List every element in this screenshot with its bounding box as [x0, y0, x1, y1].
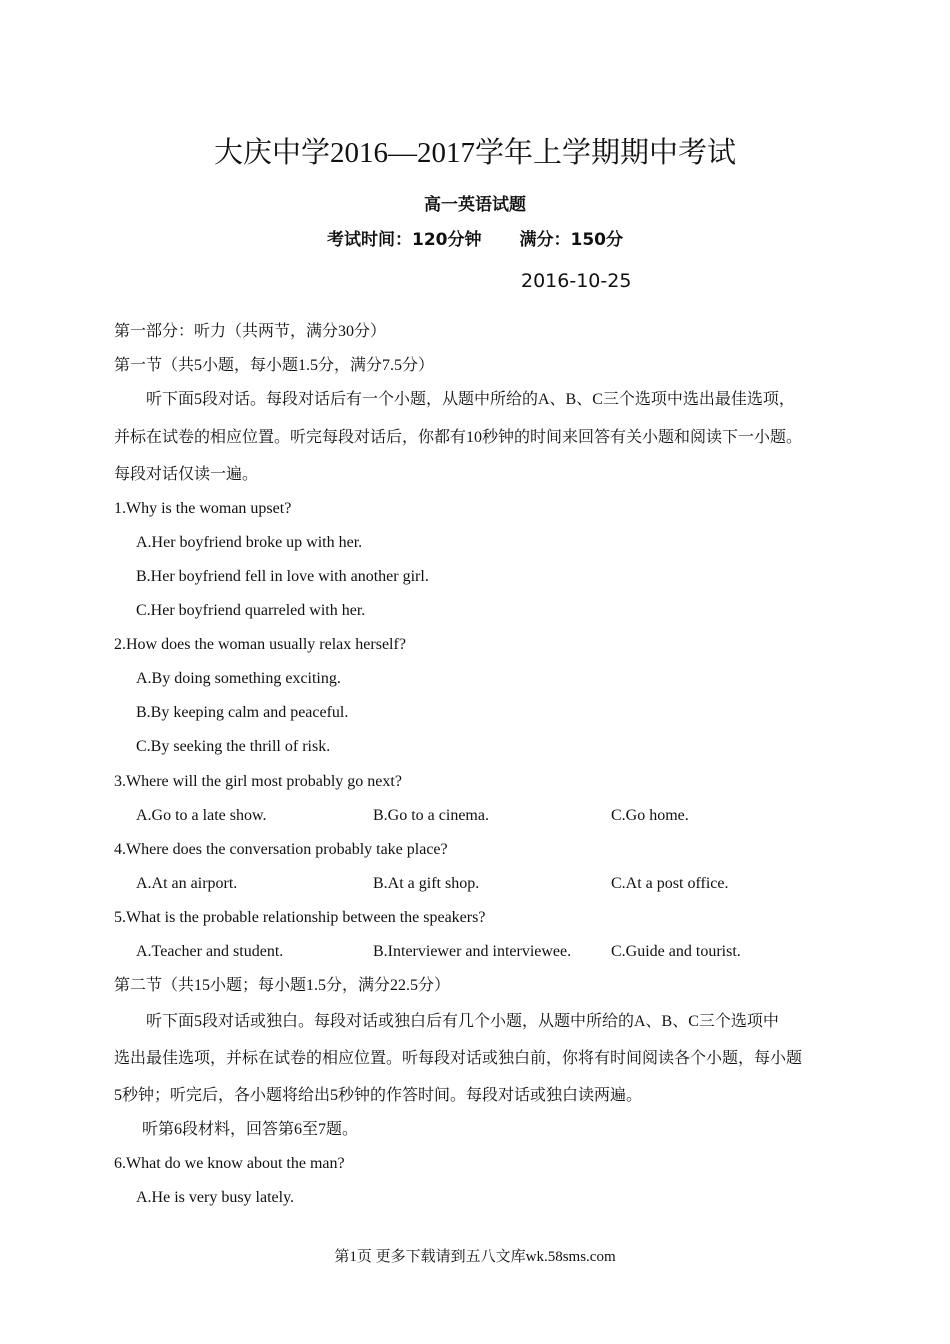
question-3: 3.Where will the girl most probably go next?	[114, 773, 402, 790]
page-footer: 第1页 更多下载请到五八文库wk.58sms.com	[334, 1249, 616, 1265]
exam-subject: 高一英语试题	[424, 195, 526, 215]
question-5-option-b: B.Interviewer and interviewee.	[373, 943, 572, 960]
section1-instruction-2: 并标在试卷的相应位置。听完每段对话后，你都有10秒钟的时间来回答有关小题和阅读下一小题。	[114, 429, 803, 446]
question-4-option-b: B.At a gift shop.	[373, 875, 480, 892]
question-2-option-a: A.By doing something exciting.	[136, 670, 341, 687]
question-1-option-c: C.Her boyfriend quarreled with her.	[136, 602, 366, 619]
section2-heading: 第二节（共15小题；每小题1.5分，满分22.5分）	[114, 977, 451, 994]
section2-instruction-2: 选出最佳选项，并标在试卷的相应位置。听每段对话或独白前，你将有时间阅读各个小题，每小题	[114, 1050, 803, 1067]
section1-heading: 第一节（共5小题，每小题1.5分，满分7.5分）	[114, 357, 435, 374]
material-6-note: 听第6段材料，回答第6至7题。	[142, 1121, 359, 1138]
question-4-option-a: A.At an airport.	[136, 875, 238, 892]
question-3-option-c: C.Go home.	[611, 807, 689, 824]
section2-instruction-3: 5秒钟；听完后，各小题将给出5秒钟的作答时间。每段对话或独白读两遍。	[114, 1087, 643, 1104]
exam-meta	[0, 225, 950, 250]
question-1-option-a: A.Her boyfriend broke up with her.	[136, 534, 363, 551]
question-5-option-a: A.Teacher and student.	[136, 943, 284, 960]
question-3-option-a: A.Go to a late show.	[136, 807, 267, 824]
question-2: 2.How does the woman usually relax herself?	[114, 636, 406, 653]
question-2-option-b: B.By keeping calm and peaceful.	[136, 704, 349, 721]
question-6-option-a: A.He is very busy lately.	[136, 1189, 295, 1206]
question-4-option-c: C.At a post office.	[611, 875, 729, 892]
question-5: 5.What is the probable relationship between the speakers?	[114, 909, 486, 926]
section1-instruction-3: 每段对话仅读一遍。	[114, 466, 259, 483]
question-1: 1.Why is the woman upset?	[114, 500, 292, 517]
question-3-option-b: B.Go to a cinema.	[373, 807, 489, 824]
page-title: 大庆中学2016—2017学年上学期期中考试	[213, 137, 736, 169]
question-1-option-b: B.Her boyfriend fell in love with another girl.	[136, 568, 429, 585]
question-2-option-c: C.By seeking the thrill of risk.	[136, 738, 331, 755]
question-4: 4.Where does the conversation probably take place?	[114, 841, 448, 858]
full-score: 满分：150分	[519, 230, 623, 250]
section1-instruction-1: 听下面5段对话。每段对话后有一个小题，从题中所给的A、B、C三个选项中选出最佳选项，	[146, 391, 795, 408]
part1-heading: 第一部分：听力（共两节，满分30分）	[114, 323, 387, 340]
question-6: 6.What do we know about the man?	[114, 1155, 345, 1172]
exam-date: 2016-10-25	[521, 270, 632, 292]
question-5-option-c: C.Guide and tourist.	[611, 943, 741, 960]
section2-instruction-1: 听下面5段对话或独白。每段对话或独白后有几个小题，从题中所给的A、B、C三个选项中	[146, 1013, 779, 1030]
exam-time: 考试时间：120分钟	[327, 230, 482, 250]
